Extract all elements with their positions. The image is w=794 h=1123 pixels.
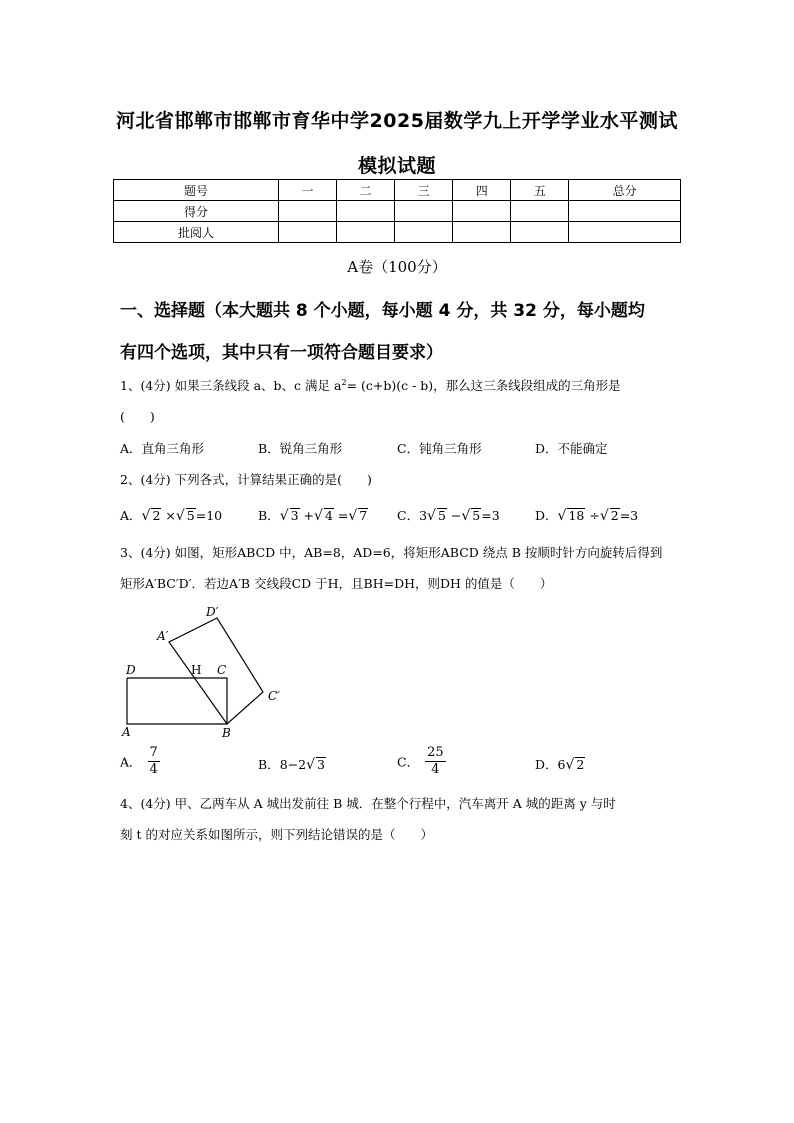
table-cell[interactable] xyxy=(395,201,453,222)
table-header-cell: 三 xyxy=(395,180,453,201)
sqrt-sign-icon: √ xyxy=(461,508,471,524)
q2-option-b[interactable] xyxy=(258,506,368,524)
radicand: 2 xyxy=(576,757,585,772)
question-4-stem-line1: 4、(4分) 甲、乙两车从 A 城出发前往 B 城．在整个行程中，汽车离开 A 城的距离 y 与时 xyxy=(120,796,616,811)
table-cell[interactable] xyxy=(395,222,453,243)
table-row xyxy=(114,222,681,243)
volume-heading: A卷（100分） xyxy=(347,258,447,276)
radicand: 2 xyxy=(152,508,161,523)
table-cell[interactable] xyxy=(569,222,681,243)
table-header-cell: 题号 xyxy=(114,180,279,201)
question-3-stem-line2: 矩形A′BC′D′．若边A′B 交线段CD 于H，且BH=DH，则DH 的值是（ ） xyxy=(120,576,553,591)
q3-option-a[interactable] xyxy=(120,745,160,778)
table-cell[interactable] xyxy=(453,222,511,243)
rectangle-rotation-figure xyxy=(118,600,298,742)
option-label: B． xyxy=(258,757,280,772)
operator: ÷ xyxy=(589,508,600,523)
operator: × xyxy=(165,508,176,523)
page-title-line2: 模拟试题 xyxy=(357,155,436,177)
coefficient: 6 xyxy=(557,757,566,772)
q1-option-b[interactable]: B．锐角三角形 xyxy=(258,441,343,456)
result: =10 xyxy=(195,508,223,523)
table-header-cell: 四 xyxy=(453,180,511,201)
sqrt-sign-icon: √ xyxy=(599,508,609,524)
q1-superscript: 2 xyxy=(341,377,347,387)
option-label: D． xyxy=(535,508,558,523)
table-header-cell: 总分 xyxy=(569,180,681,201)
radicand: 2 xyxy=(610,508,619,523)
sqrt-sign-icon: √ xyxy=(557,508,567,524)
section-heading-line1: 一、选择题（本大题共 8 个小题，每小题 4 分，共 32 分，每小题均 xyxy=(120,301,645,321)
option-label: A． xyxy=(120,508,142,523)
question-1-blank: ( ) xyxy=(120,409,155,424)
label-a: A xyxy=(122,725,131,739)
table-cell: 批阅人 xyxy=(114,222,279,243)
section-heading-line2: 有四个选项，其中只有一项符合题目要求） xyxy=(120,343,443,363)
table-row xyxy=(114,180,681,201)
table-cell[interactable] xyxy=(511,201,569,222)
table-cell[interactable] xyxy=(279,222,337,243)
q1-stem-part-a: 1、(4分) 如果三条线段 a、b、c 满足 a xyxy=(120,378,342,393)
table-row xyxy=(114,201,681,222)
q3-option-c[interactable] xyxy=(397,745,446,778)
denominator: 4 xyxy=(149,762,158,777)
numerator: 25 xyxy=(427,745,444,760)
label-d-prime: D′ xyxy=(206,605,219,619)
q2-option-d[interactable] xyxy=(535,506,638,524)
equals: = xyxy=(337,508,349,523)
question-3-stem-line1: 3、(4分) 如图，矩形ABCD 中，AB=8，AD=6，将矩形ABCD 绕点 B 按顺时针方向旋转后得到 xyxy=(120,545,663,560)
sqrt-sign-icon: √ xyxy=(141,508,151,524)
sqrt-sign-icon: √ xyxy=(348,508,358,524)
question-1-stem xyxy=(120,376,621,394)
label-c: C xyxy=(217,663,227,677)
option-label: D． xyxy=(535,757,558,772)
table-cell[interactable] xyxy=(337,201,395,222)
q3-option-d[interactable] xyxy=(535,755,585,773)
q1-option-c[interactable]: C．钝角三角形 xyxy=(397,441,482,456)
numerator: 7 xyxy=(149,745,158,760)
radicand: 3 xyxy=(317,757,325,772)
label-a-prime: A′ xyxy=(157,629,169,643)
result: =3 xyxy=(619,508,639,523)
radicand: 3 xyxy=(290,508,299,523)
option-label: A． xyxy=(120,754,142,770)
sqrt-sign-icon: √ xyxy=(565,757,575,773)
table-header-cell: 二 xyxy=(337,180,395,201)
sqrt-sign-icon: √ xyxy=(175,508,185,524)
result: =3 xyxy=(481,508,500,523)
fraction xyxy=(425,745,446,778)
radicand: 18 xyxy=(568,508,585,523)
operator: + xyxy=(303,508,315,523)
label-d: D xyxy=(126,663,136,677)
q3-option-b[interactable] xyxy=(258,755,326,773)
table-cell[interactable] xyxy=(453,201,511,222)
rectangle-a-prime-bc-prime-d-prime xyxy=(169,618,263,724)
radicand: 5 xyxy=(437,508,446,523)
sqrt-sign-icon: √ xyxy=(314,508,323,524)
sqrt-sign-icon: √ xyxy=(279,508,289,524)
option-label: C． xyxy=(397,508,420,523)
expression: 8−2 xyxy=(279,757,307,772)
q1-option-d[interactable]: D．不能确定 xyxy=(535,441,608,456)
label-c-prime: C′ xyxy=(268,689,280,703)
operator: − xyxy=(450,508,462,523)
table-cell[interactable] xyxy=(569,201,681,222)
table-cell: 得分 xyxy=(114,201,279,222)
coefficient: 3 xyxy=(419,508,428,523)
q2-option-a[interactable] xyxy=(120,506,222,524)
radicand: 4 xyxy=(324,508,333,523)
table-header-cell: 一 xyxy=(279,180,337,201)
radicand: 5 xyxy=(472,508,481,523)
radicand: 7 xyxy=(359,508,368,523)
denominator: 4 xyxy=(431,762,440,777)
radicand: 5 xyxy=(186,508,195,523)
option-label: C． xyxy=(397,754,420,770)
score-table xyxy=(113,179,681,243)
fraction xyxy=(148,745,160,778)
rectangle-abcd xyxy=(127,678,227,724)
question-4-stem-line2: 刻 t 的对应关系如图所示，则下列结论错误的是（ ） xyxy=(120,827,433,842)
q1-stem-part-b: = (c+b)(c - b)，那么这三条线段组成的三角形是 xyxy=(346,378,621,393)
label-h: H xyxy=(191,663,202,677)
page-title-line1: 河北省邯郸市邯郸市育华中学2025届数学九上开学学业水平测试 xyxy=(116,110,678,132)
option-label: B． xyxy=(258,508,280,523)
q1-option-a[interactable]: A．直角三角形 xyxy=(120,441,205,456)
table-header-cell: 五 xyxy=(511,180,569,201)
label-b: B xyxy=(222,726,231,740)
sqrt-sign-icon: √ xyxy=(306,757,315,773)
question-2-stem: 2、(4分) 下列各式，计算结果正确的是( ) xyxy=(120,472,372,487)
sqrt-sign-icon: √ xyxy=(427,508,436,524)
table-cell[interactable] xyxy=(511,222,569,243)
table-cell[interactable] xyxy=(337,222,395,243)
q2-option-c[interactable] xyxy=(397,506,500,524)
table-cell[interactable] xyxy=(279,201,337,222)
